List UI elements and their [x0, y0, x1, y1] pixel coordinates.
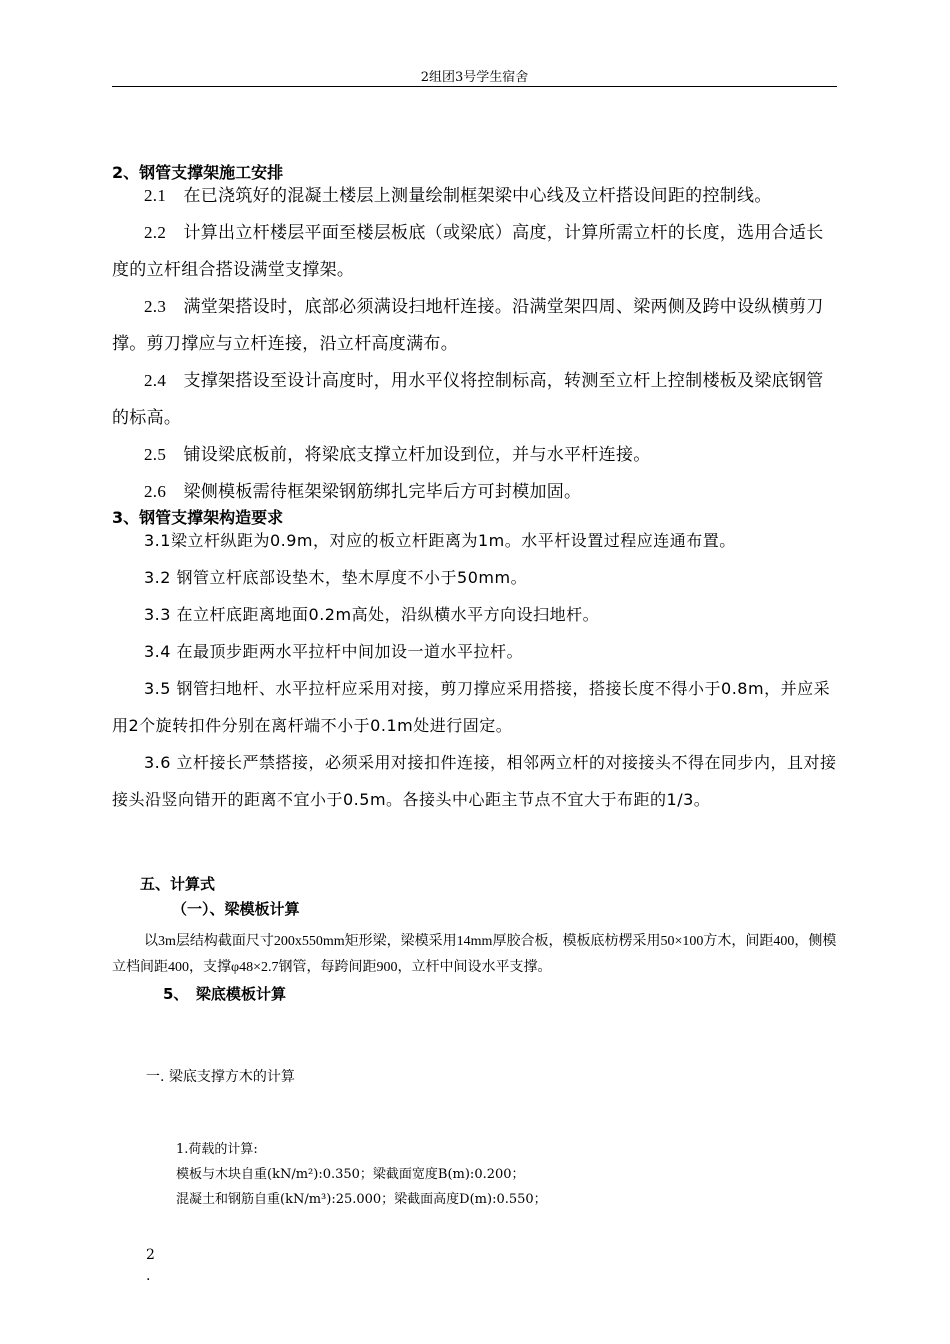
section2-para-1: 2.1 在已浇筑好的混凝土楼层上测量绘制框架梁中心线及立杆搭设间距的控制线。: [144, 186, 772, 205]
page-header-title: 2组团3号学生宿舍: [420, 70, 529, 85]
section3-body: [112, 522, 840, 818]
section2-para-4: 2.4 支撑架搭设至设计高度时，用水平仪将控制标高，转测至立杆上控制楼板及梁底钢管的标高。: [112, 371, 824, 427]
section5-heading: 五、计算式: [140, 875, 216, 893]
beam-formwork-intro: 以3m层结构截面尺寸200x550mm矩形梁，梁模采用14mm厚胶合板，模板底枋楞采用50×100方木，间距400，侧模立档间距400，支撑φ48×2.7钢管，每跨间距900，立杆中间设水平支撑。: [112, 934, 837, 975]
beam-bottom-formwork-heading: 5、 梁底模板计算: [163, 985, 286, 1003]
load-line-2: 混凝土和钢筋自重(kN/m³):25.000；梁截面高度D(m):0.550；: [176, 1192, 547, 1207]
section3-para-2: 3.2 钢管立杆底部设垫木，垫木厚度不小于50mm。: [144, 568, 528, 587]
section3-para-4: 3.4 在最顶步距两水平拉杆中间加设一道水平拉杆。: [144, 642, 524, 661]
section2-para-2: 2.2 计算出立杆楼层平面至楼层板底（或梁底）高度，计算所需立杆的长度，选用合适长度的立杆组合搭设满堂支撑架。: [112, 223, 824, 279]
section2-para-5: 2.5 铺设梁底板前，将梁底支撑立杆加设到位，并与水平杆连接。: [144, 445, 651, 464]
beam-formwork-subheading: （一）、梁模板计算: [172, 900, 300, 918]
page-number: 2: [146, 1247, 155, 1263]
section2-para-6: 2.6 梁侧模板需待框架梁钢筋绑扎完毕后方可封模加固。: [144, 482, 582, 501]
section3-para-1: 3.1梁立杆纵距为0.9m，对应的板立杆距离为1m。水平杆设置过程应连通布置。: [144, 531, 736, 550]
section2-body: [112, 177, 840, 510]
section3-para-6: 3.6 立杆接长严禁搭接，必须采用对接扣件连接，相邻两立杆的对接接头不得在同步内，且对接接头沿竖向错开的距离不宜小于0.5m。各接头中心距主节点不宜大于布距的1/3。: [112, 753, 837, 809]
beam-support-timber-heading: 一. 梁底支撑方木的计算: [146, 1069, 295, 1085]
load-calculation-block: [176, 1137, 547, 1212]
load-line-1: 模板与木块自重(kN/m²):0.350；梁截面宽度B(m):0.200；: [176, 1167, 525, 1182]
page-number-dot: .: [146, 1268, 151, 1284]
section3-para-5: 3.5 钢管扫地杆、水平拉杆应采用对接，剪刀撑应采用搭接，搭接长度不得小于0.8m，并应采用2个旋转扣件分别在离杆端不小于0.1m处进行固定。: [112, 679, 831, 735]
header-divider: [112, 86, 837, 87]
section3-heading: 3、钢管支撑架构造要求: [112, 508, 284, 527]
section3-para-3: 3.3 在立杆底距离地面0.2m高处，沿纵横水平方向设扫地杆。: [144, 605, 600, 624]
load-calculation-title: 1.荷载的计算:: [176, 1142, 258, 1157]
section2-para-3: 2.3 满堂架搭设时，底部必须满设扫地杆连接。沿满堂架四周、梁两侧及跨中设纵横剪刀撑。剪刀撑应与立杆连接，沿立杆高度满布。: [112, 297, 824, 353]
section2-heading: 2、钢管支撑架施工安排: [112, 163, 284, 182]
